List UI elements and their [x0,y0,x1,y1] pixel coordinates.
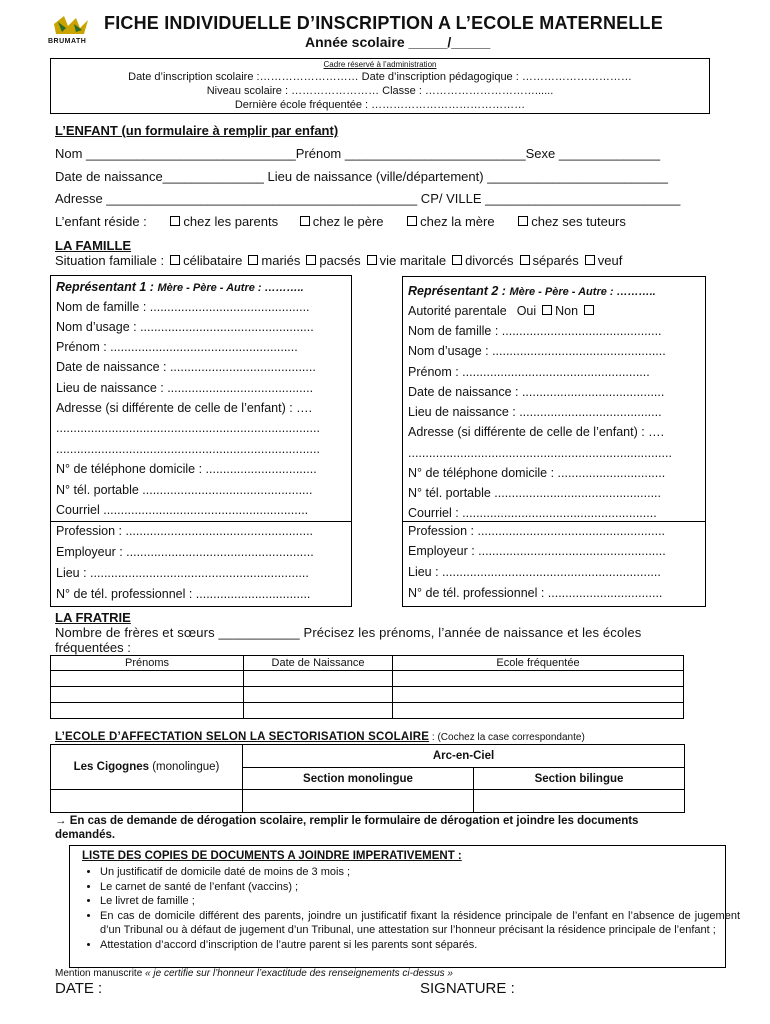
checkbox-celibataire[interactable] [170,255,180,265]
rep2-employeur[interactable]: Employeur : ...................................................... [408,544,666,558]
section-enfant-title: L’ENFANT (un formulaire à remplir par enfant) [55,123,339,138]
section-famille-title: LA FAMILLE [55,238,132,253]
mention-prefix: Mention manuscrite [55,968,146,979]
cigognes-check-cell[interactable] [51,790,243,813]
fratrie-nombre-line[interactable]: Nombre de frères et sœurs ___________ Précisez les prénoms, l’année de naissance et les écoles [55,625,642,640]
section-bilingue-label: Section bilingue [474,768,685,790]
checkbox-maries[interactable] [248,255,258,265]
rep2-autorite-row [408,304,597,318]
fratrie-header-row [51,656,684,671]
rep1-heading: Représentant 1 : Mère - Père - Autre : ……….. [56,280,304,294]
checkbox-pacses[interactable] [306,255,316,265]
situation-vie-maritale: vie maritale [379,253,447,268]
rep2-courriel[interactable]: Courriel : ........................................................ [408,506,657,520]
reside-label: L’enfant réside : [55,214,147,229]
rep2-pro-box [402,520,706,607]
checkbox-tuteurs[interactable] [518,216,528,226]
school-arc-en-ciel: Arc-en-Ciel [243,745,685,768]
list-item: • Le carnet de santé de l’enfant (vaccins) ; [100,880,740,895]
rep2-heading: Représentant 2 : Mère - Père - Autre : ……….. [408,284,656,298]
reside-option-mere: chez la mère [420,214,495,229]
situation-pacses: pacsés [319,253,361,268]
rep2-date-naissance[interactable]: Date de naissance : ......................................... [408,385,665,399]
situation-divorces: divorcés [465,253,514,268]
rep2-tel-pro[interactable]: N° de tél. professionnel : ................................. [408,586,663,600]
rep1-tel-portable[interactable]: N° tél. portable ................................................. [56,483,313,497]
school-cigognes-cell [51,745,243,790]
fratrie-table [50,655,684,719]
rep2-box [402,276,706,522]
date-label[interactable]: DATE : [55,980,103,997]
document-title: FICHE INDIVIDUELLE D’INSCRIPTION A L’ECOLE MATERNELLE [104,13,663,33]
rep1-employeur[interactable]: Employeur : ...................................................... [56,545,314,559]
table-cell[interactable] [51,671,244,687]
table-cell[interactable] [393,687,684,703]
rep2-autorite-oui: Oui [516,304,537,318]
situation-maries: mariés [261,253,301,268]
reside-option-pere: chez le père [312,214,384,229]
enfant-reside-row [55,214,626,229]
checkbox-divorces[interactable] [452,255,462,265]
checkbox-pere[interactable] [300,216,310,226]
situation-veuf: veuf [597,253,623,268]
rep1-adresse[interactable]: Adresse (si différente de celle de l’enfant) : …. [56,401,313,415]
rep2-lieu-naissance[interactable]: Lieu de naissance : ......................................... [408,405,662,419]
brumath-logo [46,12,96,52]
logo-text: BRUMATH [48,38,87,45]
col-ecole: Ecole fréquentée [393,656,684,671]
checkbox-autorite-non[interactable] [584,305,594,315]
situation-celibataire: célibataire [183,253,243,268]
rep1-date-naissance[interactable]: Date de naissance : .......................................... [56,360,316,374]
checkbox-autorite-oui[interactable] [542,305,552,315]
signature-label[interactable]: SIGNATURE : [420,980,515,997]
section-ecole-note: : (Cochez la case correspondante) [429,732,585,743]
rep2-autorite-non: Non [555,304,579,318]
rep2-nom-famille[interactable]: Nom de famille : .............................................. [408,324,662,338]
table-cell[interactable] [244,687,393,703]
rep2-nom-usage[interactable]: Nom d’usage : .................................................. [408,344,666,358]
documents-box [69,845,740,968]
list-item: • Un justificatif de domicile daté de moins de 3 mois ; [100,865,740,880]
enfant-nom-prenom-sexe[interactable]: Nom _____________________________Prénom _________________________Sexe ______________ [55,146,661,161]
rep1-adresse-line2[interactable]: ............................................................................ [56,421,320,435]
table-cell[interactable] [244,671,393,687]
reside-option-tuteurs: chez ses tuteurs [531,214,626,229]
rep2-adresse-line2[interactable]: ............................................................................ [408,446,672,460]
bilingue-check-cell[interactable] [474,790,685,813]
enfant-naissance[interactable]: Date de naissance______________ Lieu de naissance (ville/département) _________________________ [55,169,668,184]
rep1-lieu-naissance[interactable]: Lieu de naissance : .......................................... [56,381,314,395]
documents-title: LISTE DES COPIES DE DOCUMENTS A JOINDRE IMPERATIVEMENT : [82,850,462,862]
list-item: • En cas de domicile différent des parents, joindre un justificatif fixant la résidence principale de l’enfant en l’absence de jugement d’un Tribunal ou à défaut de jugement d’un Tribunal, une attestation sur l’honneur précisant la résidence principale de l’enfant ; [100,909,740,938]
col-date-naissance: Date de Naissance [244,656,393,671]
rep1-courriel[interactable]: Courriel ........................................................... [56,503,309,517]
list-item: • Attestation d’accord d’inscription de l’autre parent si les parents sont séparés. [100,938,740,953]
admin-level-class: Niveau scolaire : …………………… Classe : …………………………...... [206,85,554,97]
rep2-tel-domicile[interactable]: N° de téléphone domicile : ............................... [408,466,666,480]
checkbox-separes[interactable] [520,255,530,265]
rep1-box [50,275,352,522]
table-row [51,671,684,687]
situation-separes: séparés [532,253,579,268]
table-cell[interactable] [393,703,684,719]
rep2-profession[interactable]: Profession : ...................................................... [408,524,666,538]
enfant-adresse[interactable]: Adresse ___________________________________________ CP/ VILLE ___________________________ [55,191,681,206]
table-row [51,703,684,719]
derogation-note-line1: → En cas de demande de dérogation scolaire, remplir le formulaire de dérogation et joindre les documents [55,815,639,827]
admin-heading: Cadre réservé à l’administration [323,60,437,69]
rep2-tel-portable[interactable]: N° tél. portable ................................................ [408,486,661,500]
rep1-pro-box [50,520,352,607]
rep2-lieu[interactable]: Lieu : ............................................................... [408,565,661,579]
rep2-prenom[interactable]: Prénom : ...................................................... [408,365,650,379]
mention-text: « je certifie sur l’honneur l’exactitude des renseignements ci-dessus » [145,968,453,979]
rep1-nom-usage[interactable]: Nom d’usage : .................................................. [56,320,314,334]
section-ecole-heading [55,727,585,745]
rep1-profession[interactable]: Profession : ...................................................... [56,524,314,538]
admin-inscription-dates: Date d’inscription scolaire :……………………… Date d’inscription pédagogique : ………………………… [128,71,632,83]
checkbox-vie-maritale[interactable] [367,255,377,265]
section-ecole-title: L’ECOLE D’AFFECTATION SELON LA SECTORISATION SCOLAIRE [55,731,430,743]
situation-label: Situation familiale : [55,253,165,268]
rep1-prenom[interactable]: Prénom : ...................................................... [56,340,298,354]
mention-manuscrite [55,968,453,979]
section-fratrie-title: LA FRATRIE [55,610,131,625]
derogation-note-line2: demandés. [55,829,116,841]
table-row [51,687,684,703]
table-cell[interactable] [51,703,244,719]
admin-reserved-box [50,58,710,114]
documents-list [80,865,740,953]
school-year: Année scolaire _____/_____ [305,34,491,50]
school-cigognes-name: Les Cigognes [73,761,150,773]
ecole-table [50,744,685,813]
rep1-adresse-line3[interactable]: ............................................................................ [56,442,320,456]
situation-familiale-row [55,253,622,268]
monolingue-check-cell[interactable] [243,790,474,813]
rep2-adresse[interactable]: Adresse (si différente de celle de l’enfant) : …. [408,425,665,439]
rep2-autorite-label: Autorité parentale [408,304,507,318]
rep1-tel-pro[interactable]: N° de tél. professionnel : ................................. [56,587,311,601]
table-cell[interactable] [51,687,244,703]
checkbox-mere[interactable] [407,216,417,226]
checkbox-veuf[interactable] [585,255,595,265]
table-cell[interactable] [393,671,684,687]
reside-option-parents: chez les parents [183,214,279,229]
list-item: • Le livret de famille ; [100,894,740,909]
fratrie-frequentees: fréquentées : [55,640,131,655]
rep1-lieu[interactable]: Lieu : ............................................................... [56,566,309,580]
admin-last-school: Dernière école fréquentée : …………………………………… [234,99,526,111]
school-cigognes-note: (monolingue) [149,761,220,773]
rep1-nom-famille[interactable]: Nom de famille : .............................................. [56,300,310,314]
section-monolingue-label: Section monolingue [243,768,474,790]
col-prenoms: Prénoms [51,656,244,671]
table-cell[interactable] [244,703,393,719]
rep1-tel-domicile[interactable]: N° de téléphone domicile : ................................ [56,462,317,476]
checkbox-parents[interactable] [170,216,180,226]
